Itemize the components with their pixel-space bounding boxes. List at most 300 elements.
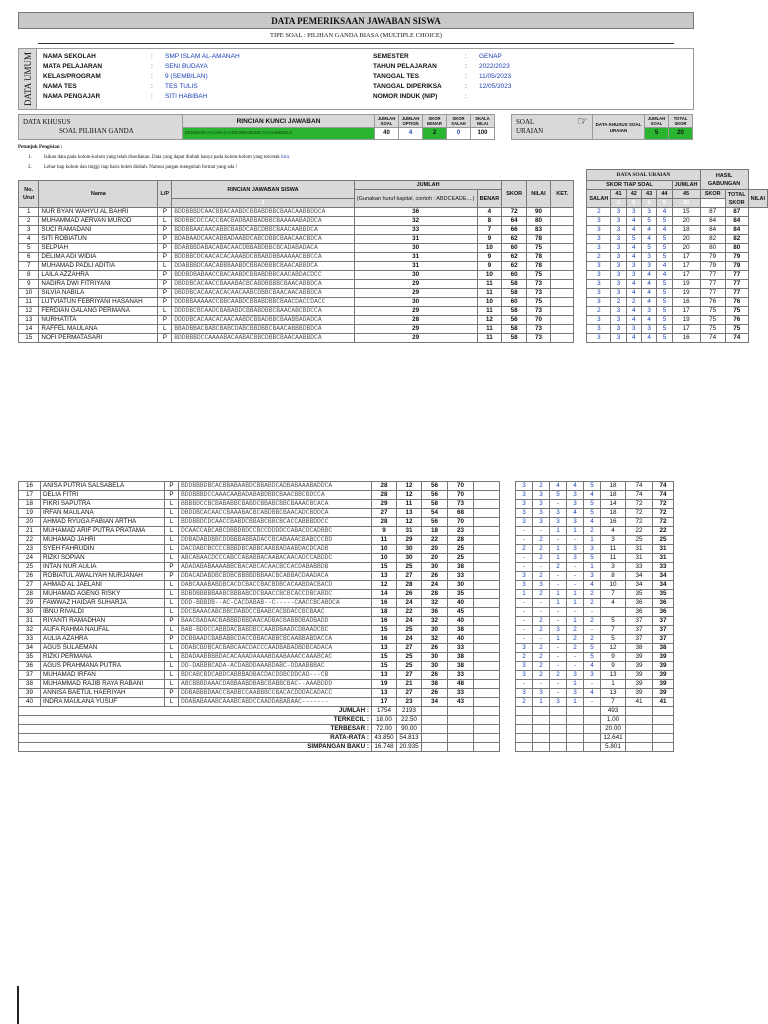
student-answers[interactable]: ABCBBBDAAACDABBAABDBABCBABBCBAC--AAABDDD xyxy=(179,680,372,689)
student-answers[interactable]: DDD-BBBDB--AC-CACDABAB--C-----CAACCBCABDCA xyxy=(179,599,372,608)
student-gender[interactable]: L xyxy=(165,608,179,617)
student-answers[interactable]: BDBDBBBBBAABCBBBABCDCBAACCBCBCACCDBCABDC xyxy=(179,590,372,599)
remarks[interactable] xyxy=(551,289,574,298)
student-answers[interactable]: BAACBADAACBABBBDBBDAACADBACBABBDBADBADD xyxy=(179,617,372,626)
essay-score[interactable]: 2 xyxy=(533,662,550,671)
essay-score[interactable]: 2 xyxy=(587,307,611,316)
student-name[interactable]: SILVIA NABILA xyxy=(39,289,158,298)
essay-score[interactable]: 2 xyxy=(533,671,550,680)
student-name[interactable]: NURHATITA xyxy=(39,316,158,325)
essay-score[interactable]: 5 xyxy=(657,235,672,244)
essay-score[interactable]: 1 xyxy=(567,680,584,689)
essay-score[interactable]: 1 xyxy=(533,698,550,707)
remarks[interactable] xyxy=(474,509,500,518)
essay-score[interactable]: 3 xyxy=(641,208,656,217)
remarks[interactable] xyxy=(551,262,574,271)
student-name[interactable]: FIKRI SAPUTRA xyxy=(41,500,165,509)
essay-score[interactable]: 3 xyxy=(567,491,584,500)
student-gender[interactable]: P xyxy=(158,298,172,307)
essay-score[interactable]: 5 xyxy=(657,253,672,262)
student-name[interactable]: MUHAMAD AGENG RISKY xyxy=(41,590,165,599)
essay-score[interactable]: 2 xyxy=(533,545,550,554)
essay-score[interactable]: 4 xyxy=(626,289,641,298)
essay-score[interactable]: 1 xyxy=(550,590,567,599)
essay-score[interactable]: 4 xyxy=(550,482,567,491)
essay-score[interactable]: 2 xyxy=(567,644,584,653)
essay-score[interactable]: - xyxy=(550,617,567,626)
essay-score[interactable]: 2 xyxy=(533,554,550,563)
essay-score[interactable]: 4 xyxy=(657,226,672,235)
info-value[interactable]: 2022/2023 xyxy=(479,63,510,70)
essay-score[interactable]: - xyxy=(584,698,601,707)
student-gender[interactable]: P xyxy=(165,563,179,572)
essay-score[interactable]: 2 xyxy=(550,563,567,572)
essay-score[interactable]: 4 xyxy=(626,244,641,253)
essay-score[interactable]: 5 xyxy=(584,482,601,491)
essay-score[interactable]: 3 xyxy=(550,698,567,707)
essay-score[interactable]: 3 xyxy=(587,289,611,298)
essay-score[interactable]: 4 xyxy=(657,208,672,217)
essay-score[interactable]: 4 xyxy=(641,289,656,298)
essay-score[interactable]: - xyxy=(584,608,601,617)
essay-score[interactable]: 3 xyxy=(611,325,626,334)
student-answers[interactable]: BDDBBBDCCAAACAABADABABDBBCBAACBBCBDCCA xyxy=(179,491,372,500)
student-name[interactable]: FAWWAZ HAIDAR SUHARJA xyxy=(41,599,165,608)
student-name[interactable]: MUHAMMAD RAJIB RAYA RABANI xyxy=(41,680,165,689)
remarks[interactable] xyxy=(551,226,574,235)
essay-score[interactable]: 3 xyxy=(641,325,656,334)
essay-score[interactable]: 2 xyxy=(516,545,533,554)
essay-score[interactable]: 3 xyxy=(611,307,626,316)
essay-score[interactable]: 4 xyxy=(584,491,601,500)
student-name[interactable]: INDRA MAULANA YUSUF xyxy=(41,698,165,707)
student-name[interactable]: DELIA FITRI xyxy=(41,491,165,500)
essay-score[interactable]: - xyxy=(533,680,550,689)
essay-score[interactable]: 4 xyxy=(584,581,601,590)
remarks[interactable] xyxy=(474,491,500,500)
essay-score[interactable]: 4 xyxy=(584,689,601,698)
essay-score[interactable]: 3 xyxy=(567,671,584,680)
remarks[interactable] xyxy=(474,572,500,581)
essay-score[interactable]: 2 xyxy=(587,253,611,262)
student-gender[interactable]: L xyxy=(165,653,179,662)
remarks[interactable] xyxy=(474,527,500,536)
remarks[interactable] xyxy=(474,662,500,671)
essay-score[interactable]: 3 xyxy=(587,271,611,280)
student-answers[interactable]: DCAACCABCABCDBBDBDCCBCCDDDDCCABACDCADBBC xyxy=(179,527,372,536)
essay-score[interactable]: 3 xyxy=(626,208,641,217)
essay-score[interactable]: 5 xyxy=(657,307,672,316)
essay-score[interactable]: 3 xyxy=(611,280,626,289)
essay-score[interactable]: 3 xyxy=(567,500,584,509)
student-gender[interactable]: P xyxy=(165,482,179,491)
essay-score[interactable]: 1 xyxy=(550,635,567,644)
essay-score[interactable]: - xyxy=(516,527,533,536)
essay-score[interactable]: 1 xyxy=(584,536,601,545)
essay-score[interactable]: - xyxy=(516,626,533,635)
essay-score[interactable]: - xyxy=(516,635,533,644)
student-gender[interactable]: L xyxy=(165,662,179,671)
essay-score[interactable]: - xyxy=(550,689,567,698)
essay-score[interactable]: 3 xyxy=(626,325,641,334)
essay-score[interactable]: - xyxy=(567,536,584,545)
essay-score[interactable]: 2 xyxy=(626,298,641,307)
essay-score[interactable]: 1 xyxy=(550,599,567,608)
essay-score[interactable]: - xyxy=(550,680,567,689)
essay-score[interactable]: 2 xyxy=(533,626,550,635)
remarks[interactable] xyxy=(474,671,500,680)
essay-score[interactable]: - xyxy=(533,563,550,572)
student-answers[interactable]: DBDDBCACAACCBAAABACBCABDBBBBCBAACABBDCA xyxy=(172,280,355,289)
essay-score[interactable]: 3 xyxy=(611,316,626,325)
essay-score[interactable]: 3 xyxy=(567,518,584,527)
student-gender[interactable]: L xyxy=(165,599,179,608)
essay-score[interactable]: 1 xyxy=(584,563,601,572)
remarks[interactable] xyxy=(474,500,500,509)
essay-score[interactable]: 3 xyxy=(567,554,584,563)
student-name[interactable]: RIYANTI RAMADHAN xyxy=(41,617,165,626)
essay-score[interactable]: - xyxy=(516,563,533,572)
essay-score[interactable]: 3 xyxy=(567,545,584,554)
essay-score[interactable]: 2 xyxy=(533,644,550,653)
essay-score[interactable]: 2 xyxy=(584,527,601,536)
essay-score[interactable]: 3 xyxy=(533,500,550,509)
essay-score[interactable]: 5 xyxy=(584,644,601,653)
student-gender[interactable]: P xyxy=(158,235,172,244)
essay-score[interactable]: 2 xyxy=(533,572,550,581)
essay-score[interactable]: 1 xyxy=(550,545,567,554)
essay-score[interactable]: 5 xyxy=(657,325,672,334)
student-name[interactable]: AHMAD AL JAELANI xyxy=(41,581,165,590)
essay-score[interactable]: - xyxy=(516,680,533,689)
essay-score[interactable]: 4 xyxy=(626,217,641,226)
essay-score[interactable]: 4 xyxy=(626,280,641,289)
remarks[interactable] xyxy=(551,316,574,325)
student-gender[interactable]: P xyxy=(165,635,179,644)
info-value[interactable]: TES TULIS xyxy=(165,83,198,90)
essay-score[interactable]: 5 xyxy=(657,289,672,298)
essay-score[interactable]: 4 xyxy=(567,482,584,491)
student-name[interactable]: MUHAMMAD AERVAN MUROD xyxy=(39,217,158,226)
essay-score[interactable]: - xyxy=(533,635,550,644)
student-gender[interactable]: L xyxy=(165,644,179,653)
student-answers[interactable]: BDDBDBABAACCBACAABDCBBABDBBCAACABDACDCC xyxy=(172,271,355,280)
essay-score[interactable]: - xyxy=(516,536,533,545)
student-answers[interactable]: DABCAAABABDBCACDCBACCBACBDBCACAABDACBACD xyxy=(179,581,372,590)
remarks[interactable] xyxy=(551,253,574,262)
student-answers[interactable]: DDBADABDBBCDDBBBABBADACCBCABAAACBABCCCBD xyxy=(179,536,372,545)
essay-score[interactable]: 3 xyxy=(516,500,533,509)
student-gender[interactable]: L xyxy=(165,671,179,680)
info-value[interactable]: 9 (SEMBILAN) xyxy=(165,73,208,80)
essay-score[interactable]: 3 xyxy=(587,298,611,307)
essay-score[interactable]: 3 xyxy=(516,581,533,590)
student-name[interactable]: SITI ROBIATUN xyxy=(39,235,158,244)
essay-score[interactable]: 3 xyxy=(584,572,601,581)
student-gender[interactable]: P xyxy=(158,253,172,262)
remarks[interactable] xyxy=(474,689,500,698)
remarks[interactable] xyxy=(551,280,574,289)
student-gender[interactable]: L xyxy=(165,500,179,509)
remarks[interactable] xyxy=(551,217,574,226)
essay-score[interactable]: 4 xyxy=(626,253,641,262)
remarks[interactable] xyxy=(474,563,500,572)
student-answers[interactable]: BDABBBDABACABACAACDBBABDBBCBCADABADACA xyxy=(172,244,355,253)
essay-score[interactable]: 3 xyxy=(611,262,626,271)
essay-score[interactable]: - xyxy=(567,662,584,671)
essay-score[interactable]: 3 xyxy=(516,671,533,680)
essay-score[interactable]: 2 xyxy=(533,617,550,626)
student-answers[interactable]: DDBABBBDAACCBABBCCAABBBCCBACACDDDACADACC xyxy=(179,689,372,698)
essay-score[interactable]: 5 xyxy=(584,509,601,518)
remarks[interactable] xyxy=(551,271,574,280)
essay-score[interactable]: 3 xyxy=(533,689,550,698)
student-answers[interactable]: BDDBBBDCCAAAABACAABACBBCDBBCBAACAABBDCA xyxy=(172,334,355,343)
essay-score[interactable]: 4 xyxy=(584,518,601,527)
student-gender[interactable]: P xyxy=(165,617,179,626)
essay-score[interactable]: 4 xyxy=(657,262,672,271)
essay-score[interactable]: 5 xyxy=(657,244,672,253)
remarks[interactable] xyxy=(474,554,500,563)
student-gender[interactable]: P xyxy=(158,271,172,280)
student-answers[interactable]: BAB-BDDCCABBDACBABDBCCAABDBAADCDBAADCBC xyxy=(179,626,372,635)
remarks[interactable] xyxy=(474,680,500,689)
student-gender[interactable]: L xyxy=(165,509,179,518)
remarks[interactable] xyxy=(474,635,500,644)
student-answers[interactable]: ADADABABAAAABBCBACABCACAACBCCACDABABBDB xyxy=(179,563,372,572)
remarks[interactable] xyxy=(551,334,574,343)
essay-score[interactable]: 2 xyxy=(584,635,601,644)
student-name[interactable]: SYEH FAHRUDIN xyxy=(41,545,165,554)
essay-score[interactable]: 3 xyxy=(587,262,611,271)
student-gender[interactable]: L xyxy=(165,626,179,635)
essay-score[interactable]: 4 xyxy=(626,334,641,343)
info-value[interactable]: 11/05/2023 xyxy=(479,73,512,80)
essay-score[interactable]: - xyxy=(567,608,584,617)
student-name[interactable]: NOFI PERMATASARI xyxy=(39,334,158,343)
student-name[interactable]: MUHAMAD JAHRI xyxy=(41,536,165,545)
essay-score[interactable]: 1 xyxy=(567,599,584,608)
essay-score[interactable]: 4 xyxy=(641,271,656,280)
essay-score[interactable]: 4 xyxy=(641,316,656,325)
essay-score[interactable]: 2 xyxy=(567,635,584,644)
student-answers[interactable]: BDCABCBDCABDCABBBADBACDACDDBCDDCAD---CB xyxy=(179,671,372,680)
student-name[interactable]: DELIMA ADI WIDIA xyxy=(39,253,158,262)
essay-score[interactable]: 3 xyxy=(611,289,626,298)
essay-score[interactable]: 2 xyxy=(533,536,550,545)
essay-score[interactable]: 4 xyxy=(641,280,656,289)
remarks[interactable] xyxy=(551,307,574,316)
student-name[interactable]: LUTVIATUN FEBRIYANI HASANAH xyxy=(39,298,158,307)
remarks[interactable] xyxy=(474,536,500,545)
essay-score[interactable]: 3 xyxy=(587,334,611,343)
student-gender[interactable]: L xyxy=(165,680,179,689)
essay-score[interactable]: 3 xyxy=(611,217,626,226)
student-answers[interactable]: BDDBBBDCAACBBACAABDCBBABDBBCBAACAABBDDCA xyxy=(172,208,355,217)
student-name[interactable]: RIZKI PERMANA xyxy=(41,653,165,662)
student-answers[interactable]: DBDDBCACAACCBAAABACBCABDBBCBAACADCBDDCA xyxy=(179,509,372,518)
essay-score[interactable]: 3 xyxy=(611,253,626,262)
essay-score[interactable]: - xyxy=(567,653,584,662)
student-gender[interactable]: P xyxy=(158,208,172,217)
student-answers[interactable]: DDDDBCACAACACAACAABDCBBADBBCBAABBADADCA xyxy=(172,316,355,325)
essay-score[interactable]: 3 xyxy=(626,271,641,280)
essay-score[interactable]: - xyxy=(533,599,550,608)
essay-score[interactable]: 5 xyxy=(550,491,567,500)
student-gender[interactable]: L xyxy=(165,536,179,545)
essay-score[interactable]: 2 xyxy=(584,599,601,608)
remarks[interactable] xyxy=(474,608,500,617)
student-name[interactable]: ANISA PUTRIA SALSABELA xyxy=(41,482,165,491)
student-answers[interactable]: DDABBBDCAACABBBAABDCBBADBBBCBAACABBDCA xyxy=(172,262,355,271)
essay-score[interactable]: 3 xyxy=(587,235,611,244)
essay-score[interactable]: 4 xyxy=(641,334,656,343)
student-answers[interactable]: BDDBBCDCAACACACAAABDCBBABDBBAAAAACBBCCA xyxy=(172,253,355,262)
student-gender[interactable]: P xyxy=(165,491,179,500)
student-gender[interactable]: P xyxy=(158,289,172,298)
essay-score[interactable]: 1 xyxy=(567,698,584,707)
essay-score[interactable]: - xyxy=(516,617,533,626)
essay-score[interactable]: 3 xyxy=(516,518,533,527)
remarks[interactable] xyxy=(551,244,574,253)
student-gender[interactable]: L xyxy=(158,325,172,334)
essay-score[interactable]: - xyxy=(533,527,550,536)
student-answers[interactable]: DDDBBAAAAACCBBCAABDCBBABDBBCBAACDACCDACC xyxy=(172,298,355,307)
essay-score[interactable]: 3 xyxy=(611,235,626,244)
essay-score[interactable]: 3 xyxy=(611,226,626,235)
essay-score[interactable]: 3 xyxy=(611,334,626,343)
student-name[interactable]: FERDIAN GALANG PERMANA xyxy=(39,307,158,316)
student-name[interactable]: AGUS SULAEMAN xyxy=(41,644,165,653)
remarks[interactable] xyxy=(551,325,574,334)
essay-score[interactable]: - xyxy=(567,563,584,572)
remarks[interactable] xyxy=(474,653,500,662)
remarks[interactable] xyxy=(474,698,500,707)
essay-score[interactable]: 5 xyxy=(641,217,656,226)
student-gender[interactable]: L xyxy=(158,217,172,226)
essay-score[interactable]: 3 xyxy=(641,262,656,271)
essay-score[interactable]: - xyxy=(550,572,567,581)
essay-score[interactable]: 2 xyxy=(567,626,584,635)
student-gender[interactable]: L xyxy=(165,545,179,554)
essay-score[interactable]: 3 xyxy=(611,271,626,280)
student-gender[interactable]: P xyxy=(158,334,172,343)
student-name[interactable]: SELPIAH xyxy=(39,244,158,253)
essay-score[interactable]: 5 xyxy=(626,235,641,244)
essay-score[interactable]: 4 xyxy=(626,316,641,325)
essay-score[interactable]: 4 xyxy=(641,226,656,235)
essay-score[interactable]: 1 xyxy=(550,527,567,536)
essay-score[interactable]: 3 xyxy=(550,626,567,635)
student-answers[interactable]: BDDBBAACAACABBCBABDCABCDBBCBAACAABBDCA xyxy=(172,226,355,235)
student-name[interactable]: NUR BYAN WAHYU AL BAHRI xyxy=(39,208,158,217)
essay-score[interactable]: 3 xyxy=(587,325,611,334)
essay-score[interactable]: - xyxy=(516,599,533,608)
student-name[interactable]: SUCI RAMADANI xyxy=(39,226,158,235)
remarks[interactable] xyxy=(474,599,500,608)
essay-score[interactable]: 5 xyxy=(657,280,672,289)
remarks[interactable] xyxy=(474,626,500,635)
remarks[interactable] xyxy=(474,545,500,554)
student-gender[interactable]: L xyxy=(165,527,179,536)
student-name[interactable]: AUFA RAHMA NAUFAL xyxy=(41,626,165,635)
essay-score[interactable]: 2 xyxy=(533,590,550,599)
essay-score[interactable]: 1 xyxy=(550,554,567,563)
essay-score[interactable]: 2 xyxy=(516,653,533,662)
remarks[interactable] xyxy=(474,518,500,527)
essay-score[interactable]: 3 xyxy=(587,316,611,325)
essay-score[interactable]: - xyxy=(550,653,567,662)
essay-score[interactable]: 1 xyxy=(567,590,584,599)
student-name[interactable]: ANNISA BAETUL HAERIYAH xyxy=(41,689,165,698)
student-gender[interactable]: L xyxy=(165,590,179,599)
essay-score[interactable]: - xyxy=(550,581,567,590)
essay-score[interactable]: 3 xyxy=(587,244,611,253)
essay-score[interactable]: 3 xyxy=(516,482,533,491)
student-answers[interactable]: DD-DABBBCADA-ACDABDDAAABDABC-DDAABBBAC xyxy=(179,662,372,671)
essay-score[interactable]: 1 xyxy=(567,617,584,626)
student-gender[interactable]: P xyxy=(158,280,172,289)
student-answers[interactable]: DCBBAADCBABABBCDACCBBACABBCBCAABBABDACCA xyxy=(179,635,372,644)
essay-score[interactable]: 3 xyxy=(533,581,550,590)
essay-score[interactable]: 4 xyxy=(641,235,656,244)
student-name[interactable]: LAILA AZZAHRA xyxy=(39,271,158,280)
remarks[interactable] xyxy=(551,208,574,217)
essay-score[interactable]: 5 xyxy=(584,653,601,662)
info-value[interactable]: GENAP xyxy=(479,53,502,60)
essay-score[interactable]: 2 xyxy=(550,671,567,680)
essay-score[interactable]: 3 xyxy=(584,545,601,554)
student-answers[interactable]: DDCBAAACABCBBCDABDCCBAABCACBDACCBCBAAC xyxy=(179,608,372,617)
student-name[interactable]: RIZKI SOPIAN xyxy=(41,554,165,563)
essay-score[interactable]: 4 xyxy=(584,662,601,671)
student-answers[interactable]: DDABCBDBCACBABCAACDACCCAADBABADBDBCADACA xyxy=(179,644,372,653)
student-gender[interactable]: L xyxy=(158,262,172,271)
essay-score[interactable]: 5 xyxy=(657,217,672,226)
student-gender[interactable]: L xyxy=(165,518,179,527)
remarks[interactable] xyxy=(474,617,500,626)
essay-score[interactable]: 4 xyxy=(626,307,641,316)
student-name[interactable]: MUHAMAD ARIF PUTRA PRATAMA xyxy=(41,527,165,536)
essay-score[interactable]: 5 xyxy=(584,500,601,509)
essay-score[interactable]: 5 xyxy=(657,334,672,343)
student-gender[interactable]: L xyxy=(165,581,179,590)
essay-score[interactable]: 2 xyxy=(533,482,550,491)
essay-score[interactable]: 3 xyxy=(533,509,550,518)
student-name[interactable]: ROBIATUL AWALIYAH NURJANAH xyxy=(41,572,165,581)
essay-score[interactable]: - xyxy=(567,581,584,590)
essay-score[interactable]: 5 xyxy=(641,244,656,253)
student-name[interactable]: AHMAD RYUGA FABIAN ARTHA xyxy=(41,518,165,527)
student-gender[interactable]: P xyxy=(158,226,172,235)
essay-score[interactable]: - xyxy=(567,572,584,581)
info-value[interactable]: SITI HABIBAH xyxy=(165,93,208,100)
student-name[interactable]: INTAN NUR AULIA xyxy=(41,563,165,572)
student-name[interactable]: AGUS PRAHMANA PUTRA xyxy=(41,662,165,671)
student-answers[interactable]: BBBBDCCBCBABABBCBABDCBBABCBBCBAAACBCACA xyxy=(179,500,372,509)
essay-score[interactable]: 3 xyxy=(516,572,533,581)
remarks[interactable] xyxy=(551,298,574,307)
essay-score[interactable]: 3 xyxy=(626,262,641,271)
remarks[interactable] xyxy=(551,235,574,244)
essay-score[interactable]: 2 xyxy=(611,298,626,307)
student-gender[interactable]: L xyxy=(158,307,172,316)
student-name[interactable]: RAFFEL MAULANA xyxy=(39,325,158,334)
info-value[interactable]: SMP ISLAM AL-AMANAH xyxy=(165,53,240,60)
student-name[interactable]: MUHAMAD PADLI ADITIA xyxy=(39,262,158,271)
student-gender[interactable]: P xyxy=(158,244,172,253)
essay-score[interactable]: - xyxy=(550,662,567,671)
